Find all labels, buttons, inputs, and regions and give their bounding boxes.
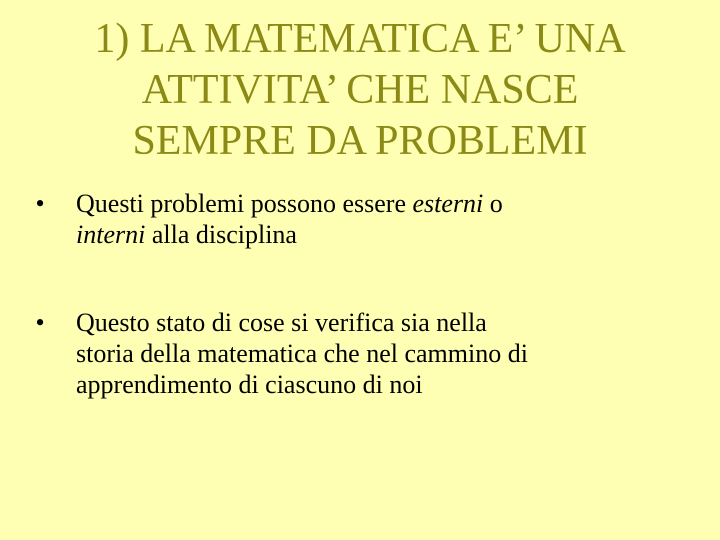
bullet-1-italic-external: esterni [412, 189, 484, 218]
slide-title-line-3: SEMPRE DA PROBLEMI [132, 118, 588, 164]
slide-title [40, 14, 680, 167]
bullet-2-line-1: Questo stato di cose si verifica sia nella [76, 308, 487, 337]
slide-title-line-2: ATTIVITA’ CHE NASCE [141, 67, 579, 113]
bullet-list [30, 188, 690, 400]
bullet-1-line-2 [76, 219, 690, 250]
bullet-1-line-1 [76, 188, 690, 219]
bullet-dot-icon: • [35, 308, 45, 337]
bullet-2-line-3: apprendimento di ciascuno di noi [76, 370, 423, 399]
bullet-2-line-2: storia della matematica che nel cammino di [76, 339, 528, 368]
bullet-1-text-before: Questi problemi possono essere [76, 189, 413, 218]
bullet-1-text-after: alla disciplina [145, 220, 297, 249]
bullet-item-history-and-learning [30, 307, 690, 400]
slide-title-line-1: 1) LA MATEMATICA E’ UNA [94, 16, 626, 62]
bullet-1-text-middle: o [483, 189, 503, 218]
bullet-1-italic-internal: interni [76, 220, 146, 249]
bullet-item-external-internal-problems [30, 188, 690, 250]
bullet-dot-icon: • [35, 189, 45, 218]
